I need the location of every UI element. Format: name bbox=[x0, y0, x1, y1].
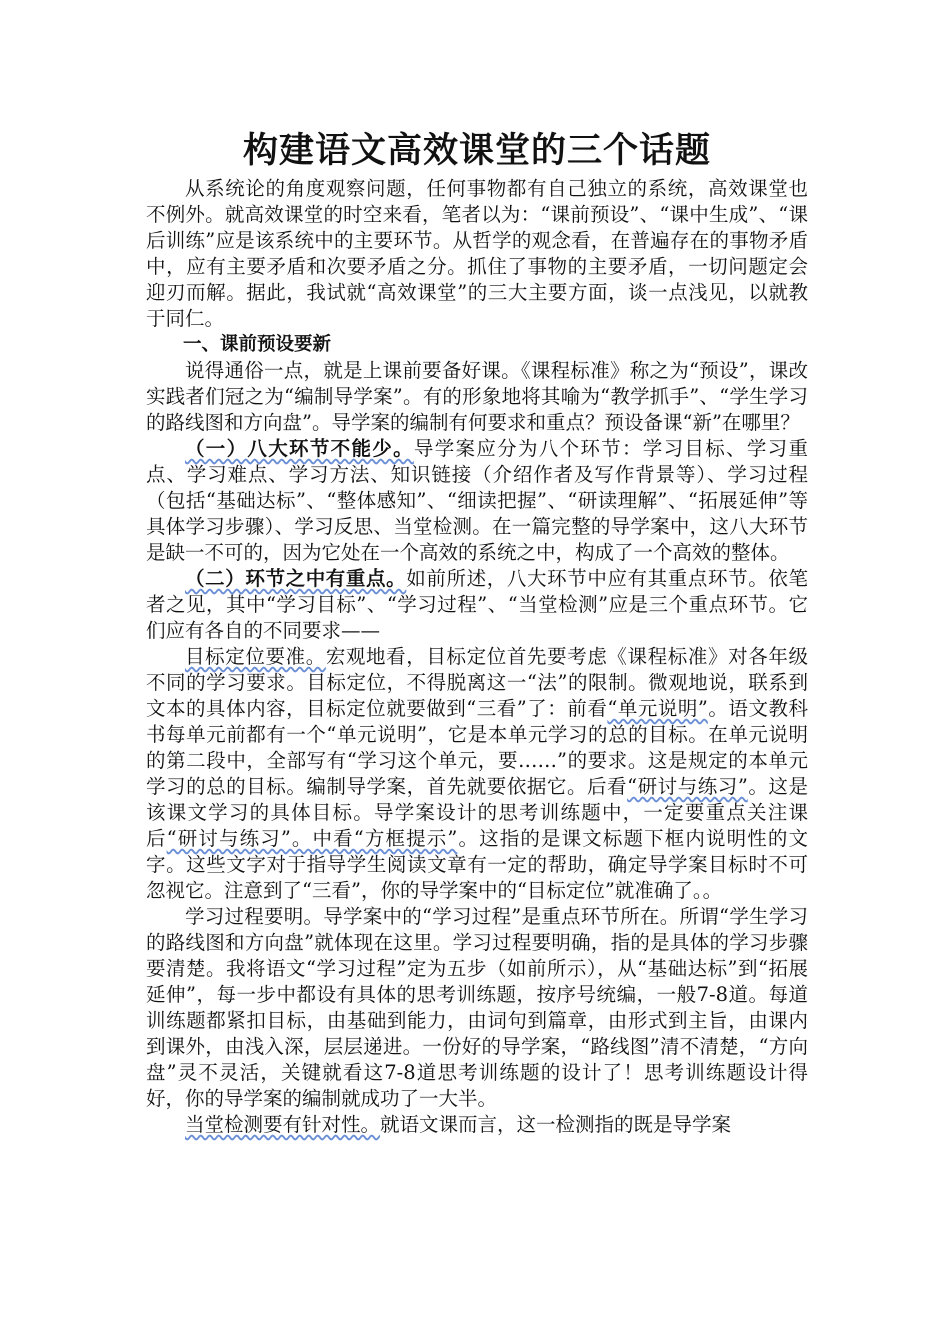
document-page bbox=[146, 128, 808, 1138]
goal-marked-text: “研讨与练习” bbox=[627, 775, 748, 798]
goal-paragraph bbox=[146, 644, 808, 904]
subsection-lead: （一）八大环节不能少。 bbox=[185, 437, 414, 460]
goal-text: 宏观地看，目标定位首先要考虑《课程标准》对各年级不同的学习要求。目标定位，不得脱离这一“法”的限制。微观地说，联系到文本的具体内容，目标定位就要做到“三看”了：前看 bbox=[146, 645, 808, 720]
test-paragraph bbox=[146, 1112, 808, 1138]
goal-text: 。这是该课文学习的具体目标。导学案设计的思考训练题中，一定要重点关注课后 bbox=[146, 775, 808, 850]
document-title: 构建语文高效课堂的三个话题 bbox=[242, 130, 711, 171]
subsection-lead: （二）环节之中有重点。 bbox=[185, 567, 407, 590]
section-heading: 一、课前预设要新 bbox=[183, 334, 332, 355]
subsection-paragraph bbox=[146, 566, 808, 644]
process-paragraph: 学习过程要明。导学案中的“学习过程”是重点环节所在。所谓“学生学习的路线图和方向盘”就体现在这里。学习过程要明确，指的是具体的学习步骤要清楚。我将语文“学习过程”定为五步（如前所示），从“基础达标”到“拓展延伸”，每一步中都设有具体的思考训练题，按序号统编，一般7-8道。每道训练题都紧扣目标，由基础到能力，由词句到篇章，由形式到主旨，由课内到课外，由浅入深，层层递进。一份好的导学案，“路线图”清不清楚，“方向盘”灵不灵活，关键就看这7-8道思考训练题的设计了！思考训练题设计得好，你的导学案的编制就成功了一大半。 bbox=[146, 905, 808, 1110]
test-text: 就语文课而言，这一检测指的既是导学案 bbox=[380, 1113, 732, 1136]
subsection-text: 如前所述，八大环节中应有其重点环节。依笔者之见，其中“学习目标”、“学习过程”、“当堂检测”应是三个重点环节。它们应有各自的不同要求—— bbox=[146, 567, 808, 642]
goal-lead: 目标定位要准。 bbox=[185, 645, 326, 668]
goal-text: 。这指的是课文标题下框内说明性的文字。这些文字对于指导学生阅读文章有一定的帮助，确定导学案目标时不可忽视它。注意到了“三看”，你的导学案中的“目标定位”就准确了。。 bbox=[146, 827, 808, 902]
subsection-text: 导学案应分为八个环节：学习目标、学习重点、学习难点、学习方法、知识链接（介绍作者及写作背景等）、学习过程（包括“基础达标”、“整体感知”、“细读把握”、“研读理解”、“拓展延伸”等具体学习步骤）、学习反思、当堂检测。在一篇完整的导学案中，这八大环节是缺一不可的，因为它处在一个高效的系统之中，构成了一个高效的整体。 bbox=[146, 437, 808, 564]
subsection-paragraph bbox=[146, 436, 808, 566]
section-paragraph: 说得通俗一点，就是上课前要备好课。《课程标准》称之为“预设”，课改实践者们冠之为“编制导学案”。有的形象地将其喻为“教学抓手”、“学生学习的路线图和方向盘”。导学案的编制有何要求和重点？预设备课“新”在哪里？ bbox=[146, 359, 808, 434]
test-lead: 当堂检测要有针对性。 bbox=[185, 1113, 381, 1136]
intro-paragraph: 从系统论的角度观察问题，任何事物都有自己独立的系统，高效课堂也不例外。就高效课堂的时空来看，笔者以为：“课前预设”、“课中生成”、“课后训练”应是该系统中的主要环节。从哲学的观念看，在普遍存在的事物矛盾中，应有主要矛盾和次要矛盾之分。抓住了事物的主要矛盾，一切问题定会迎刃而解。据此，我试就“高效课堂”的三大主要方面，谈一点浅见，以就教于同仁。 bbox=[146, 177, 808, 330]
goal-text: 。语文教科书每单元前都有一个“单元说明”，它是本单元学习的总的目标。在单元说明的第二段中，全部写有“学习这个单元，要……”的要求。这是规定的本单元学习的总的目标。编制导学案，首先就要依据它。后看 bbox=[146, 697, 808, 798]
goal-marked-text: “研讨与练习”。中看“方框提示” bbox=[166, 827, 458, 850]
goal-marked-text: “单元说明” bbox=[607, 697, 708, 720]
